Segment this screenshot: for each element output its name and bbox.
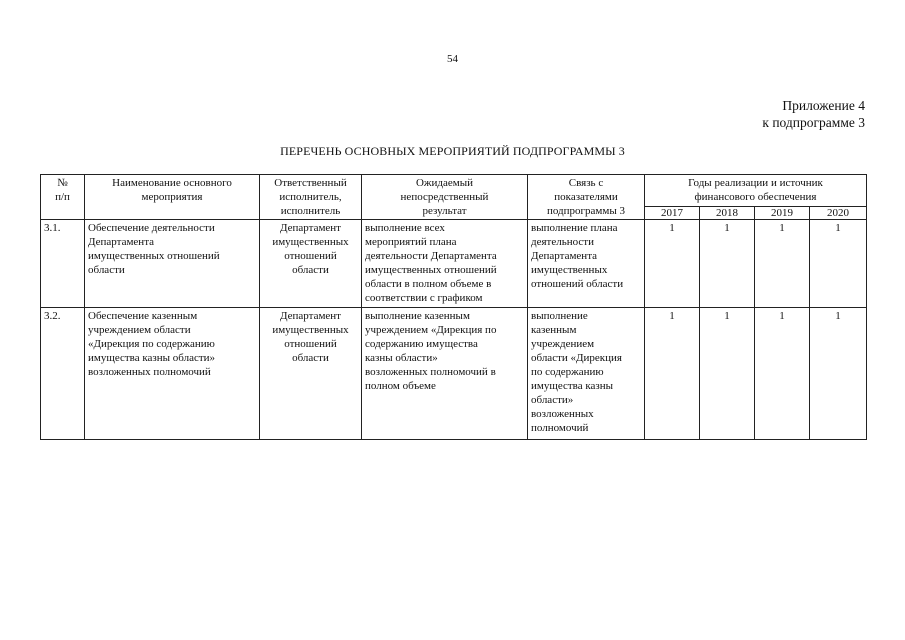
row-value-2020: 1 (810, 220, 867, 308)
header-year-2017: 2017 (645, 206, 700, 219)
header-executor: Ответственный исполнитель, исполнитель (260, 175, 362, 220)
row-num: 3.1. (41, 220, 85, 308)
row-value-2019: 1 (755, 220, 810, 308)
header-year-2019: 2019 (755, 206, 810, 219)
header-name: Наименование основного мероприятия (85, 175, 260, 220)
table-row (41, 308, 867, 440)
row-name: Обеспечение деятельности Департамента имущественных отношений области (85, 220, 260, 308)
table-row (41, 220, 867, 308)
page-number: 54 (447, 53, 458, 65)
row-result: выполнение всех мероприятий плана деятельности Департамента имущественных отношений области в полном объеме в соответствии с графиком (362, 220, 528, 308)
measures-table (40, 174, 867, 440)
row-link: выполнение плана деятельности Департамента имущественных отношений области (528, 220, 645, 308)
row-value-2018: 1 (700, 308, 755, 440)
row-name: Обеспечение казенным учреждением области «Дирекция по содержанию имущества казны области» возложенных полномочий (85, 308, 260, 440)
header-year-2018: 2018 (700, 206, 755, 219)
row-num: 3.2. (41, 308, 85, 440)
appendix-line-1: Приложение 4 (782, 98, 865, 113)
row-executor: Департамент имущественных отношений области (260, 308, 362, 440)
row-value-2017: 1 (645, 308, 700, 440)
header-row (41, 175, 867, 207)
header-years-group: Годы реализации и источник финансового обеспечения (645, 175, 867, 207)
row-executor: Департамент имущественных отношений области (260, 220, 362, 308)
row-value-2018: 1 (700, 220, 755, 308)
header-num: № п/п (41, 175, 85, 220)
document-title: ПЕРЕЧЕНЬ ОСНОВНЫХ МЕРОПРИЯТИЙ ПОДПРОГРАММЫ 3 (280, 144, 625, 158)
row-value-2020: 1 (810, 308, 867, 440)
header-link: Связь с показателями подпрограммы 3 (528, 175, 645, 220)
appendix-line-2: к подпрограмме 3 (762, 115, 865, 130)
row-result: выполнение казенным учреждением «Дирекция по содержанию имущества казны области» возложенных полномочий в полном объеме (362, 308, 528, 440)
header-year-2020: 2020 (810, 206, 867, 219)
row-value-2017: 1 (645, 220, 700, 308)
header-result: Ожидаемый непосредственный результат (362, 175, 528, 220)
row-value-2019: 1 (755, 308, 810, 440)
row-link: выполнение казенным учреждением области «Дирекция по содержанию имущества казны области» возложенных полномочий (528, 308, 645, 440)
appendix-label (762, 97, 865, 131)
